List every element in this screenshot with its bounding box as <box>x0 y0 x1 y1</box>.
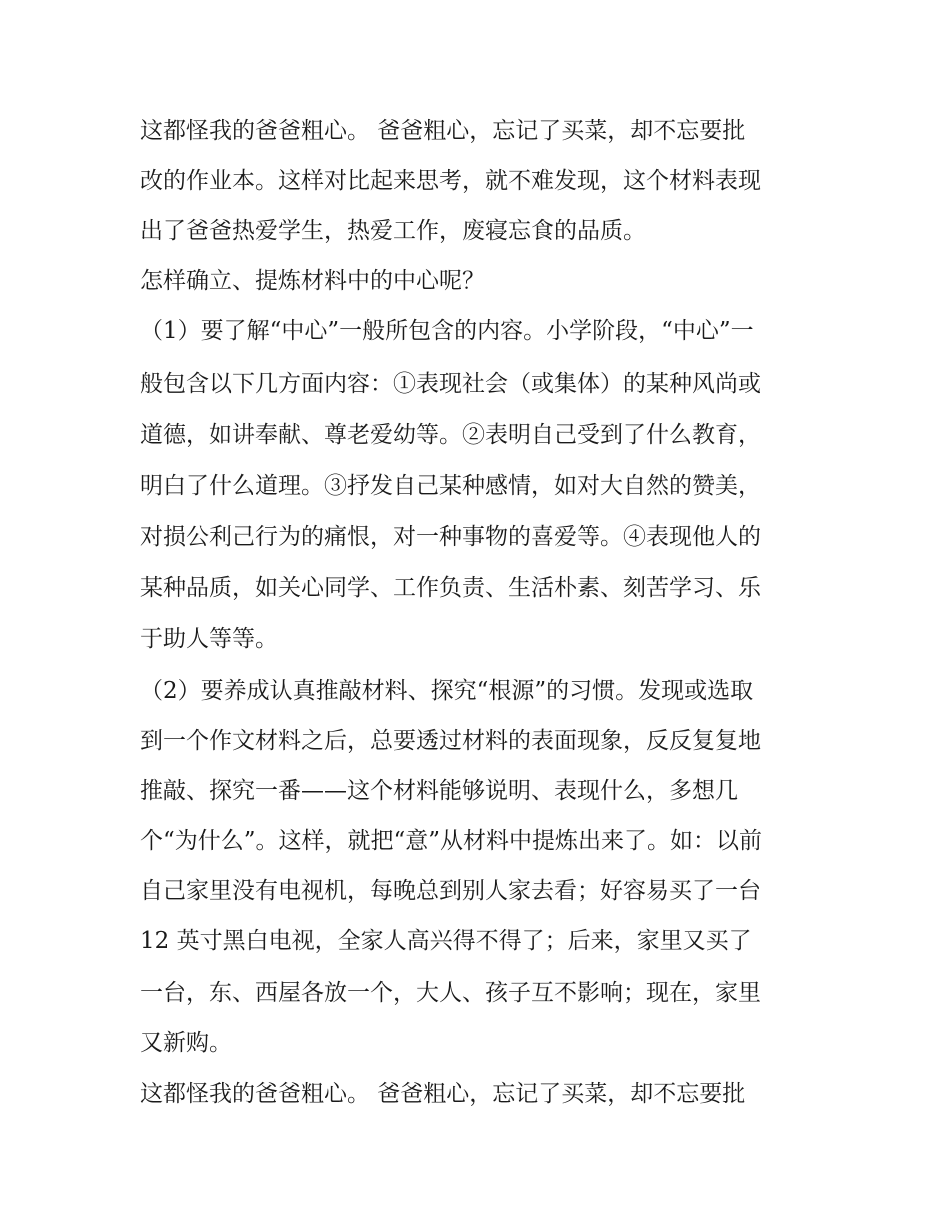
text-line-12: （2）要养成认真推敲材料、探究“根源”的习惯。发现或选取 <box>140 678 754 704</box>
text-line-9: 对损公利己行为的痛恨，对一种事物的喜爱等。④表现他人的 <box>140 524 761 550</box>
text-line-8: 明白了什么道理。③抒发自己某种感情，如对大自然的赞美， <box>140 473 761 499</box>
text-line-20: 这都怪我的爸爸粗心。 爸爸粗心，忘记了买菜，却不忘要批 <box>140 1081 746 1107</box>
text-line-19: 又新购。 <box>140 1030 232 1056</box>
text-line-13: 到一个作文材料之后，总要透过材料的表面现象，反反复复地 <box>140 728 761 754</box>
text-line-16: 自己家里没有电视机，每晚总到别人家去看；好容易买了一台 <box>140 878 761 904</box>
text-line-6: 般包含以下几方面内容：①表现社会（或集体）的某种风尚或 <box>140 371 761 397</box>
text-line-18: 一台，东、西屋各放一个，大人、孩子互不影响；现在，家里 <box>140 980 761 1006</box>
text-line-11: 于助人等等。 <box>140 626 278 652</box>
text-line-17: 12 英寸黑白电视，全家人高兴得不得了；后来，家里又买了 <box>140 928 752 954</box>
text-line-7: 道德，如讲奉献、尊老爱幼等。②表明自己受到了什么教育， <box>140 422 761 448</box>
text-line-14: 推敲、探究一番——这个材料能够说明、表现什么，多想几 <box>140 778 738 804</box>
section-question: 怎样确立、提炼材料中的中心呢？ <box>140 268 485 294</box>
text-line-2: 改的作业本。这样对比起来思考，就不难发现，这个材料表现 <box>140 168 761 194</box>
text-line-15: 个“为什么”。这样，就把“意”从材料中提炼出来了。如：以前 <box>140 828 763 854</box>
text-line-1: 这都怪我的爸爸粗心。 爸爸粗心，忘记了买菜，却不忘要批 <box>140 118 746 144</box>
text-line-10: 某种品质，如关心同学、工作负责、生活朴素、刻苦学习、乐 <box>140 575 761 601</box>
text-line-5: （1）要了解“中心”一般所包含的内容。小学阶段，“中心”一 <box>140 318 754 344</box>
text-line-3: 出了爸爸热爱学生，热爱工作，废寝忘食的品质。 <box>140 218 646 244</box>
